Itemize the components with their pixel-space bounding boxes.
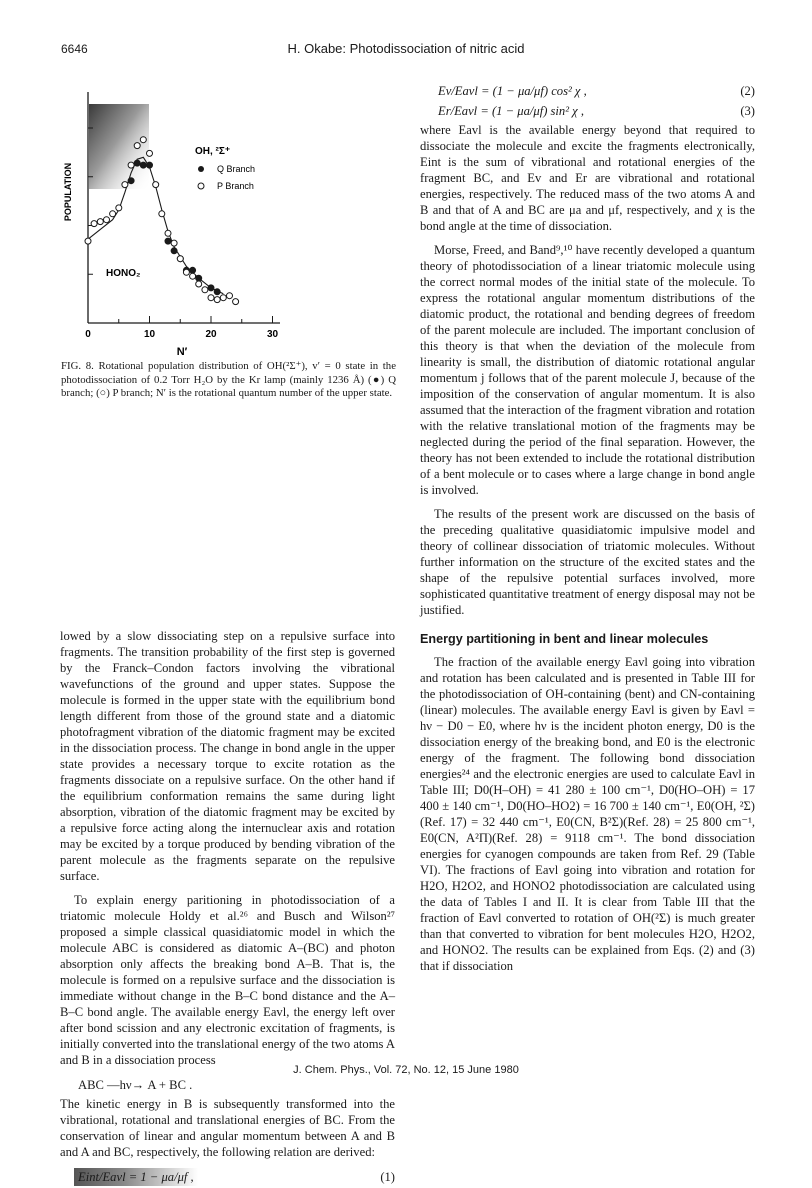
population-chart — [60, 82, 400, 357]
reaction-equation — [60, 1076, 395, 1096]
p-branch-point — [183, 269, 189, 275]
p-branch-point — [91, 221, 97, 227]
figure-8 — [60, 82, 400, 357]
legend-p-marker — [198, 183, 204, 189]
equation-1 — [60, 1168, 395, 1188]
p-branch-point — [122, 182, 128, 188]
right-paragraph-4: The fraction of the available energy Eavl going into vibration and rotation has been calculated and is presented in Table III for the photodissociation of OH-containing (bent) and CN-containing (linear) molecules. The available energy Eavl is given by Eavl = hν − D0 − E0, where hν is the incident photon energy, D0 is the dissociation energy of the breaking bond, and E0 is the electronic energy of the fragment. The following bond dissociation energies²⁴ and the electronic energies are used to calculate Eavl in Table III; D0(H–OH) = 41 280 ± 100 cm⁻¹, D0(HO–OH) = 17 400 ± 140 cm⁻¹, D0(HO–HO2) = 16 700 ± 140 cm⁻¹, E0(OH, ²Σ) (Ref. 17) = 32 440 cm⁻¹, E0(CN, B²Σ)(Ref. 28) = 25 800 cm⁻¹, E0(CN, A²Π)(Ref. 28) = 9118 cm⁻¹. The bond dissociation energies for cyanogen compounds are taken from Ref. 29 (Table VI). The fractions of Eavl going into vibration and rotation for H2O, H2O2, and HONO2 photodissociation are calculated using the data of Tables I and II. It is clear from Table III that the fraction of Eavl converted to rotation of OH(²Σ) is much greater than that converted to vibration for bent molecules H2O, H2O2, and HONO2. The results can be explained from Eqs. (2) and (3) that if dissociation — [420, 655, 755, 973]
q-branch-point — [208, 285, 214, 291]
species-label: OH, ²Σ⁺ — [195, 146, 231, 157]
p-branch-point — [171, 240, 177, 246]
q-branch-point — [171, 248, 177, 254]
p-branch-point — [233, 299, 239, 305]
x-ticks — [85, 316, 278, 340]
journal-footer: J. Chem. Phys., Vol. 72, No. 12, 15 June 1980 — [293, 1064, 519, 1076]
equation-1-text: Eint/Eavl = 1 − μa/μf , — [74, 1168, 198, 1186]
p-branch-point — [159, 211, 165, 217]
q-branch-point — [140, 162, 146, 168]
q-branch-point — [190, 267, 196, 273]
x-axis-label: N′ — [176, 346, 188, 358]
p-branch-point — [140, 137, 146, 143]
p-branch-point — [202, 287, 208, 293]
p-branch-point — [196, 281, 202, 287]
x-tick-label: 10 — [143, 329, 156, 340]
q-branch-point — [165, 238, 171, 244]
q-branch-point — [134, 160, 140, 166]
y-axis-label: POPULATION — [63, 162, 73, 222]
p-branch-point — [190, 273, 196, 279]
equation-1-number: (1) — [380, 1170, 395, 1184]
p-branch-point — [165, 230, 171, 236]
right-paragraph-2: Morse, Freed, and Band⁹,¹⁰ have recently developed a quantum theory of photodissociation of a linear triatomic molecule using the correct normal modes of the initial state of the molecule. To express the rotational angular momentum distributions of the diatomic product, the rotational and bending degrees of freedom of the parent molecule are included. The important conclusion of this theory is that when the deviation of the molecule from linearity is small, the distribution of diatomic rotational angular momentum j follows that of the parent molecule J, because of the imposition of the conservation of angular momentum. It is also assumed that the interaction of the fragment vibration and rotation with the relative translational motion of the fragments may be neglected during the period of the final separation. However, the theory has not been extended to include the rotational distribution of a bent molecule or to cases where a large change in bond angle is involved. — [420, 243, 755, 497]
figure-caption: FIG. 8. Rotational population distribution of OH(²Σ⁺), v′ = 0 state in the photodissociation of 0.2 Torr H₂O by the Kr lamp (mainly 1236 Å) (●) Q branch; (○) P branch; N′ is the rotational quantum number of the upper state. — [61, 360, 396, 399]
p-branch-point — [208, 295, 214, 301]
q-branch-point — [214, 289, 220, 295]
section-heading: Energy partitioning in bent and linear molecules — [420, 632, 709, 646]
equation-3 — [420, 102, 755, 122]
molecule-label: HONO₂ — [106, 268, 141, 279]
equation-3-number: (3) — [740, 104, 755, 118]
p-branch-point — [134, 143, 140, 149]
x-tick-label: 0 — [85, 329, 91, 340]
q-branch-point — [128, 178, 134, 184]
legend-p-label: P Branch — [217, 181, 254, 191]
running-title: H. Okabe: Photodissociation of nitric acid — [287, 41, 525, 56]
p-branch-point — [85, 238, 91, 244]
equation-3-text: Er/Eavl = (1 − μa/μf) sin² χ , — [438, 104, 584, 118]
legend-q-label: Q Branch — [217, 164, 256, 174]
x-tick-label: 30 — [266, 329, 279, 340]
equation-2-text: Ev/Eavl = (1 − μa/μf) cos² χ , — [438, 84, 587, 98]
p-branch-point — [110, 211, 116, 217]
p-branch-point — [220, 295, 226, 301]
page-number: 6646 — [61, 42, 88, 56]
p-branch-point — [177, 256, 183, 262]
p-branch-point — [214, 297, 220, 303]
p-branch-point — [227, 293, 233, 299]
right-paragraph-3: The results of the present work are discussed on the basis of the preceding qualitative quasidiatomic impulsive model and theory of collinear dissociation of triatomic molecules. Without further information on the structure of the excited states and the shape of the repulsive potential surfaces involved, more sophisticated quantitative treatment of energy disposal may not be justified. — [420, 507, 755, 617]
left-paragraph-2: To explain energy paritioning in photodissociation of a triatomic molecule Holdy et al.²⁶ and Busch and Wilson²⁷ proposed a simple classical quasidiatomic model in which the molecule ABC is considered as diatomic A–(BC) and photon absorption only affects the breaking bond A–B. That is, the molecule is formed on a repulsive surface and the dissociation is immediate without change in the B–C bond distance and the A–B–C bond angle. The available energy Eavl, the energy left over after bond scission and any electronic excitation of fragments, is initially converted into the translational energy of the two atoms A and B in a dissociation process — [60, 893, 395, 1067]
p-branch-point — [104, 217, 110, 223]
p-branch-point — [97, 219, 103, 225]
q-branch-point — [147, 162, 153, 168]
right-column — [420, 82, 755, 982]
right-paragraph-1: where Eavl is the available energy beyond that required to dissociate the molecule and excite the fragments electronically, Eint is the sum of vibrational and rotational energies of the fragment BC, and Ev and Er are vibrational and rotational energies, respectively. The reduced mass of the two atoms A and B and that of A and BC are μa and μf, respectively, and χ is the bond angle at the time of dissociation. — [420, 123, 755, 233]
left-paragraph-3: The kinetic energy in B is subsequently transformed into the vibrational, rotational and translational energies of BC. From the conservation of linear and angular momentum between A and B and A and BC, respectively, the following relation are derived: — [60, 1097, 395, 1159]
q-branch-point — [196, 275, 202, 281]
p-branch-point — [147, 150, 153, 156]
left-column — [60, 628, 395, 1188]
x-tick-label: 20 — [205, 329, 217, 340]
reaction-text: ABC —hν→ A + BC . — [78, 1078, 193, 1092]
equation-2 — [420, 82, 755, 102]
equation-2-number: (2) — [740, 84, 755, 98]
p-branch-point — [116, 205, 122, 211]
legend-q-marker — [198, 166, 204, 172]
p-branch-point — [128, 162, 134, 168]
left-paragraph-1: lowed by a slow dissociating step on a repulsive surface into fragments. The transition probability of the first step is governed by the Franck–Condon factors involving the vibrational wavefunctions of the ground and upper states. Suppose the molecule is formed in the upper state with the equilibrium bond length different from those of the ground state and a diatomic photofragment vibration of the diatomic fragment may be excited in the dissociation process. The change in bond angle in the upper state provides a necessary torque to excite rotation as the fragments dissociate on a repulsive surface. On the other hand if the equilibrium conformation remains the same during light absorption, vibration of the diatomic fragment may be excited by a repulsive force acting along the internuclear axis and rotation may be excited by a torque produced by bending vibration of the parent molecule as the fragments separate on the repulsive surface. — [60, 629, 395, 883]
p-branch-point — [153, 182, 159, 188]
